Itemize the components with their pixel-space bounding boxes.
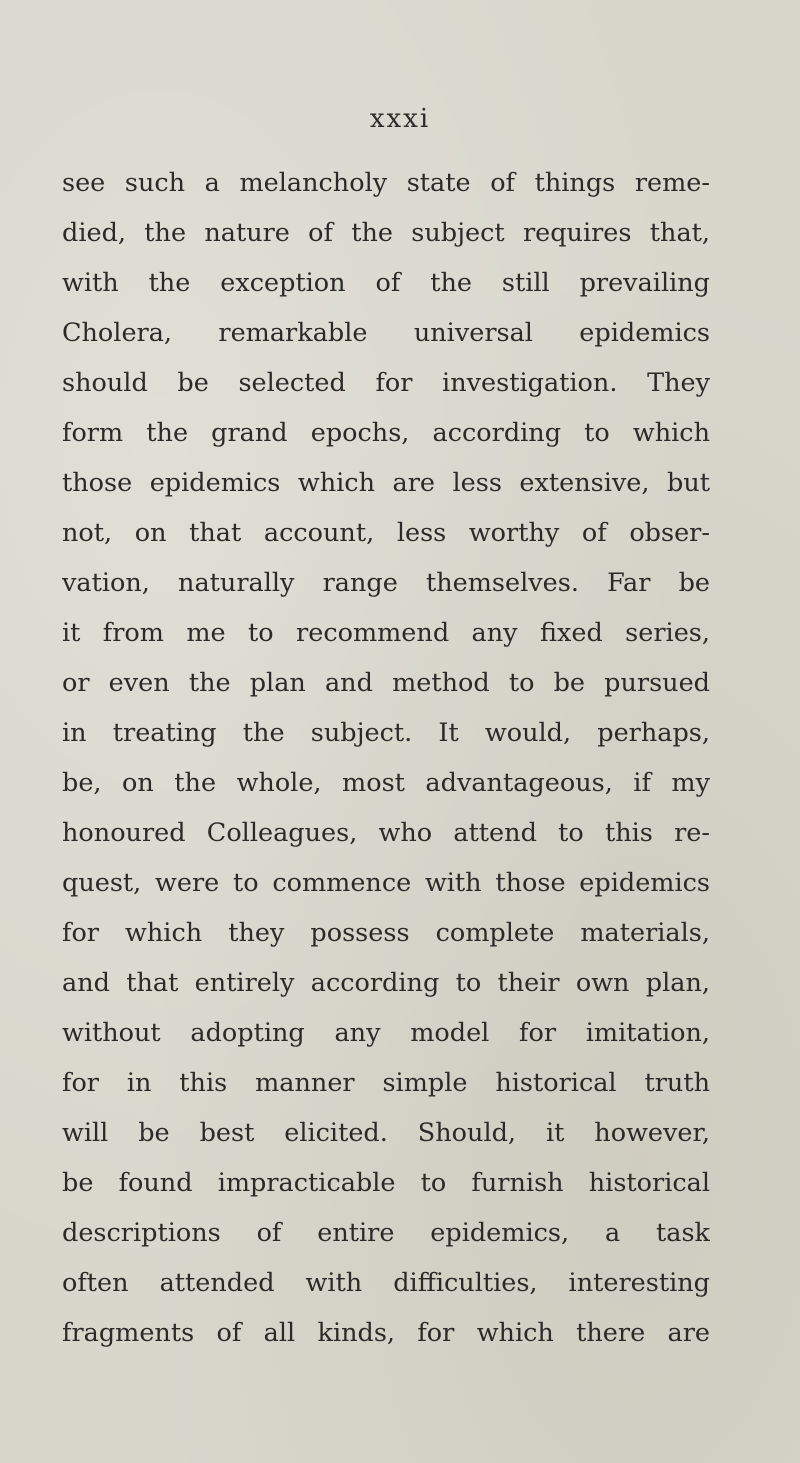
text-line: see such a melancholy state of things reme-: [62, 168, 710, 198]
text-line: without adopting any model for imitation,: [62, 1018, 710, 1048]
text-line: it from me to recommend any fixed series,: [62, 618, 710, 648]
text-line: Cholera, remarkable universal epidemics: [62, 318, 710, 348]
text-line: vation, naturally range themselves. Far be: [62, 568, 710, 598]
text-line: not, on that account, less worthy of obser-: [62, 518, 710, 548]
text-line: quest, were to commence with those epidemics: [62, 868, 710, 898]
text-line: with the exception of the still prevailing: [62, 268, 710, 298]
text-line: in treating the subject. It would, perhaps,: [62, 718, 710, 748]
text-line: fragments of all kinds, for which there are: [62, 1318, 710, 1348]
body-text: [62, 158, 710, 1358]
text-line: often attended with difficulties, interesting: [62, 1268, 710, 1298]
text-line: be found impracticable to furnish historical: [62, 1168, 710, 1198]
text-line: and that entirely according to their own plan,: [62, 968, 710, 998]
text-line: for which they possess complete materials,: [62, 918, 710, 948]
text-line: will be best elicited. Should, it however,: [62, 1118, 710, 1148]
text-line: form the grand epochs, according to which: [62, 418, 710, 448]
text-line: those epidemics which are less extensive, but: [62, 468, 710, 498]
text-line: should be selected for investigation. They: [62, 368, 710, 398]
text-line: be, on the whole, most advantageous, if my: [62, 768, 710, 798]
text-line: for in this manner simple historical truth: [62, 1068, 710, 1098]
text-line: or even the plan and method to be pursued: [62, 668, 710, 698]
text-line: descriptions of entire epidemics, a task: [62, 1218, 710, 1248]
text-line: honoured Colleagues, who attend to this re-: [62, 818, 710, 848]
page-number: xxxi: [369, 104, 431, 134]
text-line: died, the nature of the subject requires that,: [62, 218, 710, 248]
